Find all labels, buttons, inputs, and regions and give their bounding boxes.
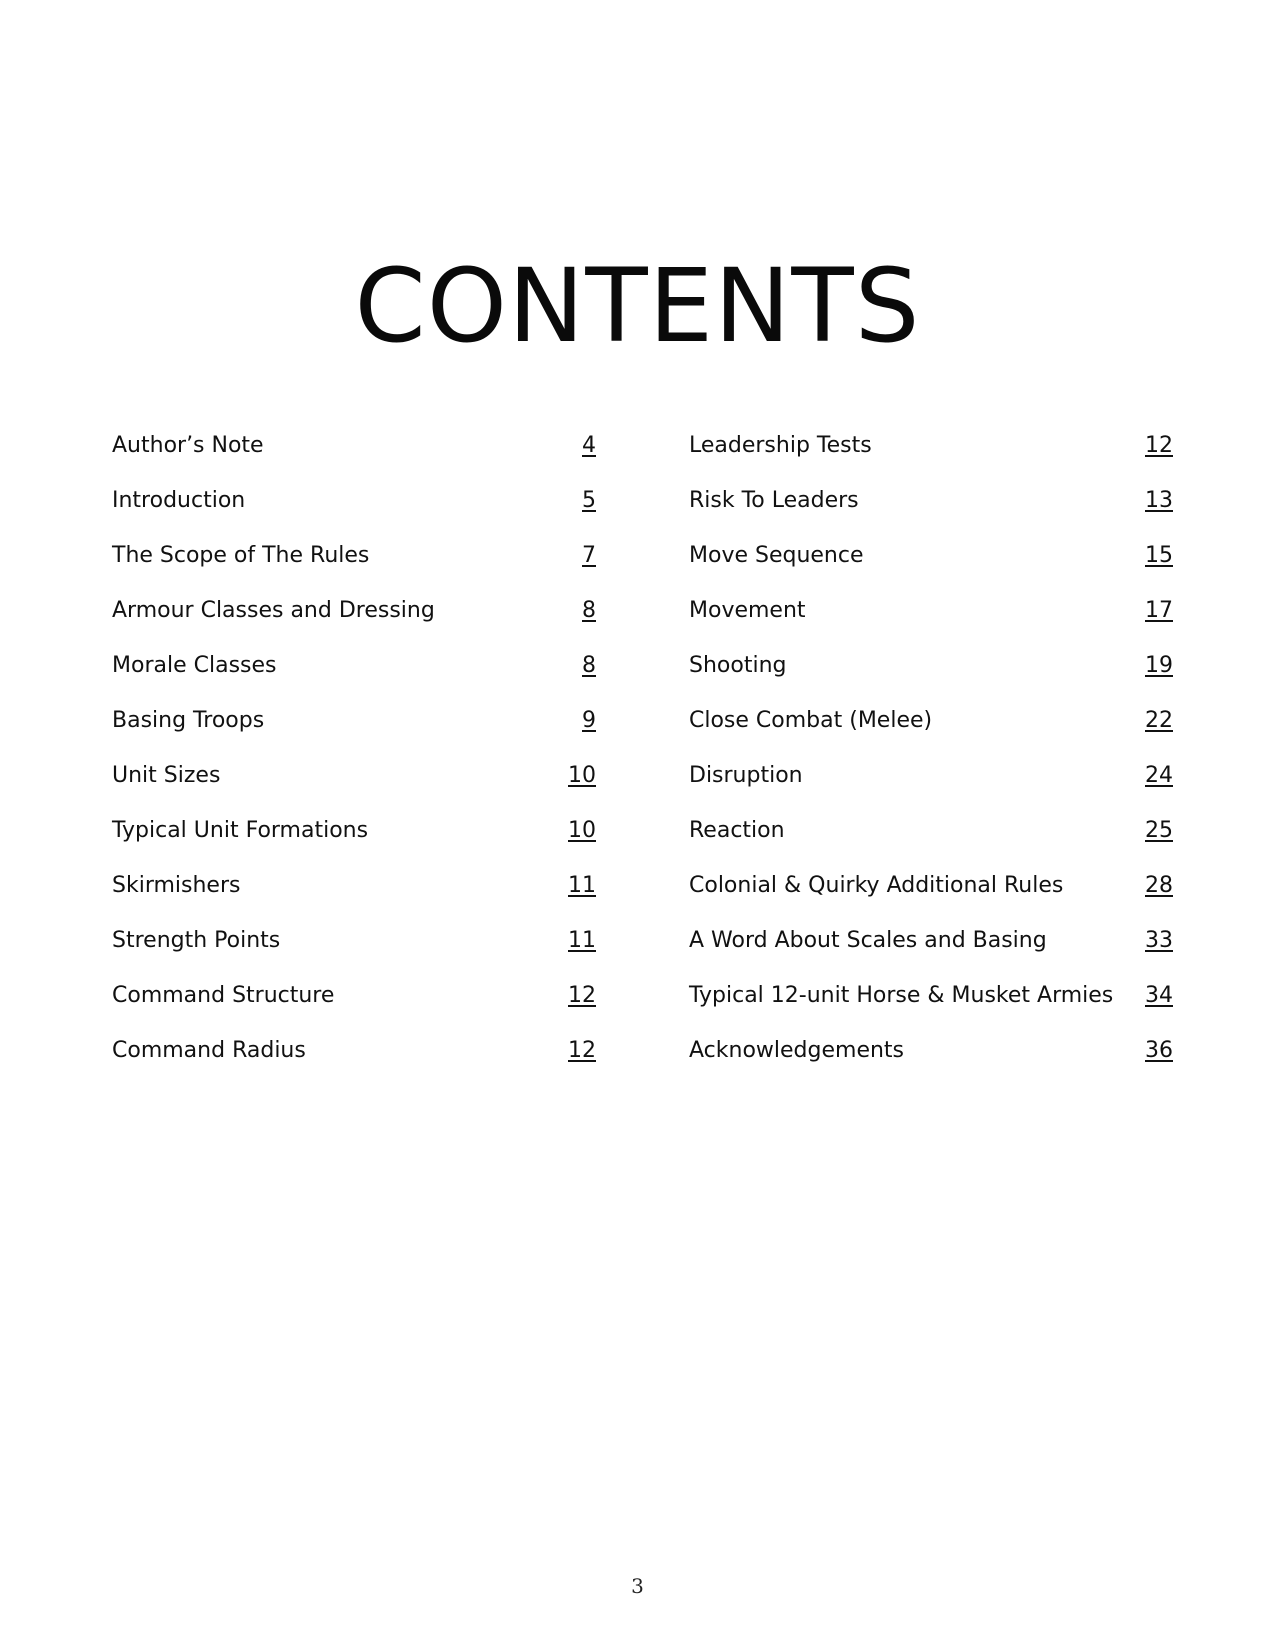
toc-entry: [689, 760, 1173, 815]
toc-entry-title: Skirmishers: [112, 873, 241, 898]
toc-page-link[interactable]: 15: [1145, 543, 1173, 568]
toc-page-link[interactable]: 17: [1145, 598, 1173, 623]
toc-entry-title: Author’s Note: [112, 433, 264, 458]
toc-entry: [112, 760, 596, 815]
toc-entry: [112, 980, 596, 1035]
toc-page-link[interactable]: 13: [1145, 488, 1173, 513]
toc-page-link[interactable]: 9: [582, 708, 596, 733]
toc-page-link[interactable]: 7: [582, 543, 596, 568]
toc-entry-title: Armour Classes and Dressing: [112, 598, 435, 623]
toc-page-link[interactable]: 36: [1145, 1038, 1173, 1063]
toc-page-link[interactable]: 8: [582, 653, 596, 678]
toc-entry: [112, 595, 596, 650]
toc-page-link[interactable]: 5: [582, 488, 596, 513]
toc-page-link[interactable]: 22: [1145, 708, 1173, 733]
toc-right-column: [689, 430, 1173, 1090]
toc-entry: [689, 485, 1173, 540]
toc-entry-title: Movement: [689, 598, 806, 623]
toc-entry-title: Leadership Tests: [689, 433, 872, 458]
toc-entry: [689, 980, 1173, 1035]
toc-entry: [112, 485, 596, 540]
toc-page-link[interactable]: 19: [1145, 653, 1173, 678]
toc-entry-title: Acknowledgements: [689, 1038, 905, 1063]
toc-entry: [112, 540, 596, 595]
toc-entry-title: Introduction: [112, 488, 246, 513]
toc-entry-title: Typical Unit Formations: [112, 818, 369, 843]
toc-page-link[interactable]: 28: [1145, 873, 1173, 898]
toc-page-link[interactable]: 4: [582, 433, 596, 458]
toc-page-link[interactable]: 12: [1145, 433, 1173, 458]
toc-entry-title: Reaction: [689, 818, 785, 843]
toc-entry: [689, 540, 1173, 595]
toc-page-link[interactable]: 8: [582, 598, 596, 623]
toc-entry: [112, 925, 596, 980]
toc-entry: [112, 1035, 596, 1090]
toc-entry-title: Unit Sizes: [112, 763, 221, 788]
toc-entry-title: Disruption: [689, 763, 803, 788]
toc-entry: [112, 650, 596, 705]
page-title: CONTENTS: [354, 247, 921, 367]
toc-entry-title: Shooting: [689, 653, 787, 678]
toc-page-link[interactable]: 10: [568, 763, 596, 788]
toc-entry-title: Risk To Leaders: [689, 488, 859, 513]
toc-page-link[interactable]: 24: [1145, 763, 1173, 788]
toc-entry-title: Morale Classes: [112, 653, 277, 678]
toc-entry-title: Typical 12-unit Horse & Musket Armies: [689, 983, 1114, 1008]
toc-entry: [689, 705, 1173, 760]
toc-entry-title: Command Radius: [112, 1038, 306, 1063]
toc-entry: [689, 595, 1173, 650]
toc-entry-title: The Scope of The Rules: [112, 543, 370, 568]
toc-entry: [689, 870, 1173, 925]
toc-entry: [689, 815, 1173, 870]
toc-entry: [689, 1035, 1173, 1090]
page-number: 3: [631, 1574, 644, 1598]
toc-entry-title: Colonial & Quirky Additional Rules: [689, 873, 1064, 898]
toc-entry-title: Basing Troops: [112, 708, 265, 733]
toc-page-link[interactable]: 11: [568, 928, 596, 953]
toc-entry: [112, 430, 596, 485]
toc-page-link[interactable]: 12: [568, 1038, 596, 1063]
toc-page-link[interactable]: 33: [1145, 928, 1173, 953]
toc-entry-title: Command Structure: [112, 983, 335, 1008]
toc-page-link[interactable]: 34: [1145, 983, 1173, 1008]
toc-page-link[interactable]: 12: [568, 983, 596, 1008]
toc-entry-title: Close Combat (Melee): [689, 708, 933, 733]
toc-entry: [689, 925, 1173, 980]
toc-entry: [112, 815, 596, 870]
toc-entry-title: Strength Points: [112, 928, 281, 953]
toc-page-link[interactable]: 11: [568, 873, 596, 898]
toc-entry-title: Move Sequence: [689, 543, 864, 568]
toc-entry: [689, 650, 1173, 705]
toc-left-column: [112, 430, 596, 1090]
toc-page-link[interactable]: 25: [1145, 818, 1173, 843]
toc-entry: [112, 705, 596, 760]
toc-page-link[interactable]: 10: [568, 818, 596, 843]
toc-entry: [112, 870, 596, 925]
toc-entry: [689, 430, 1173, 485]
toc-entry-title: A Word About Scales and Basing: [689, 928, 1047, 953]
